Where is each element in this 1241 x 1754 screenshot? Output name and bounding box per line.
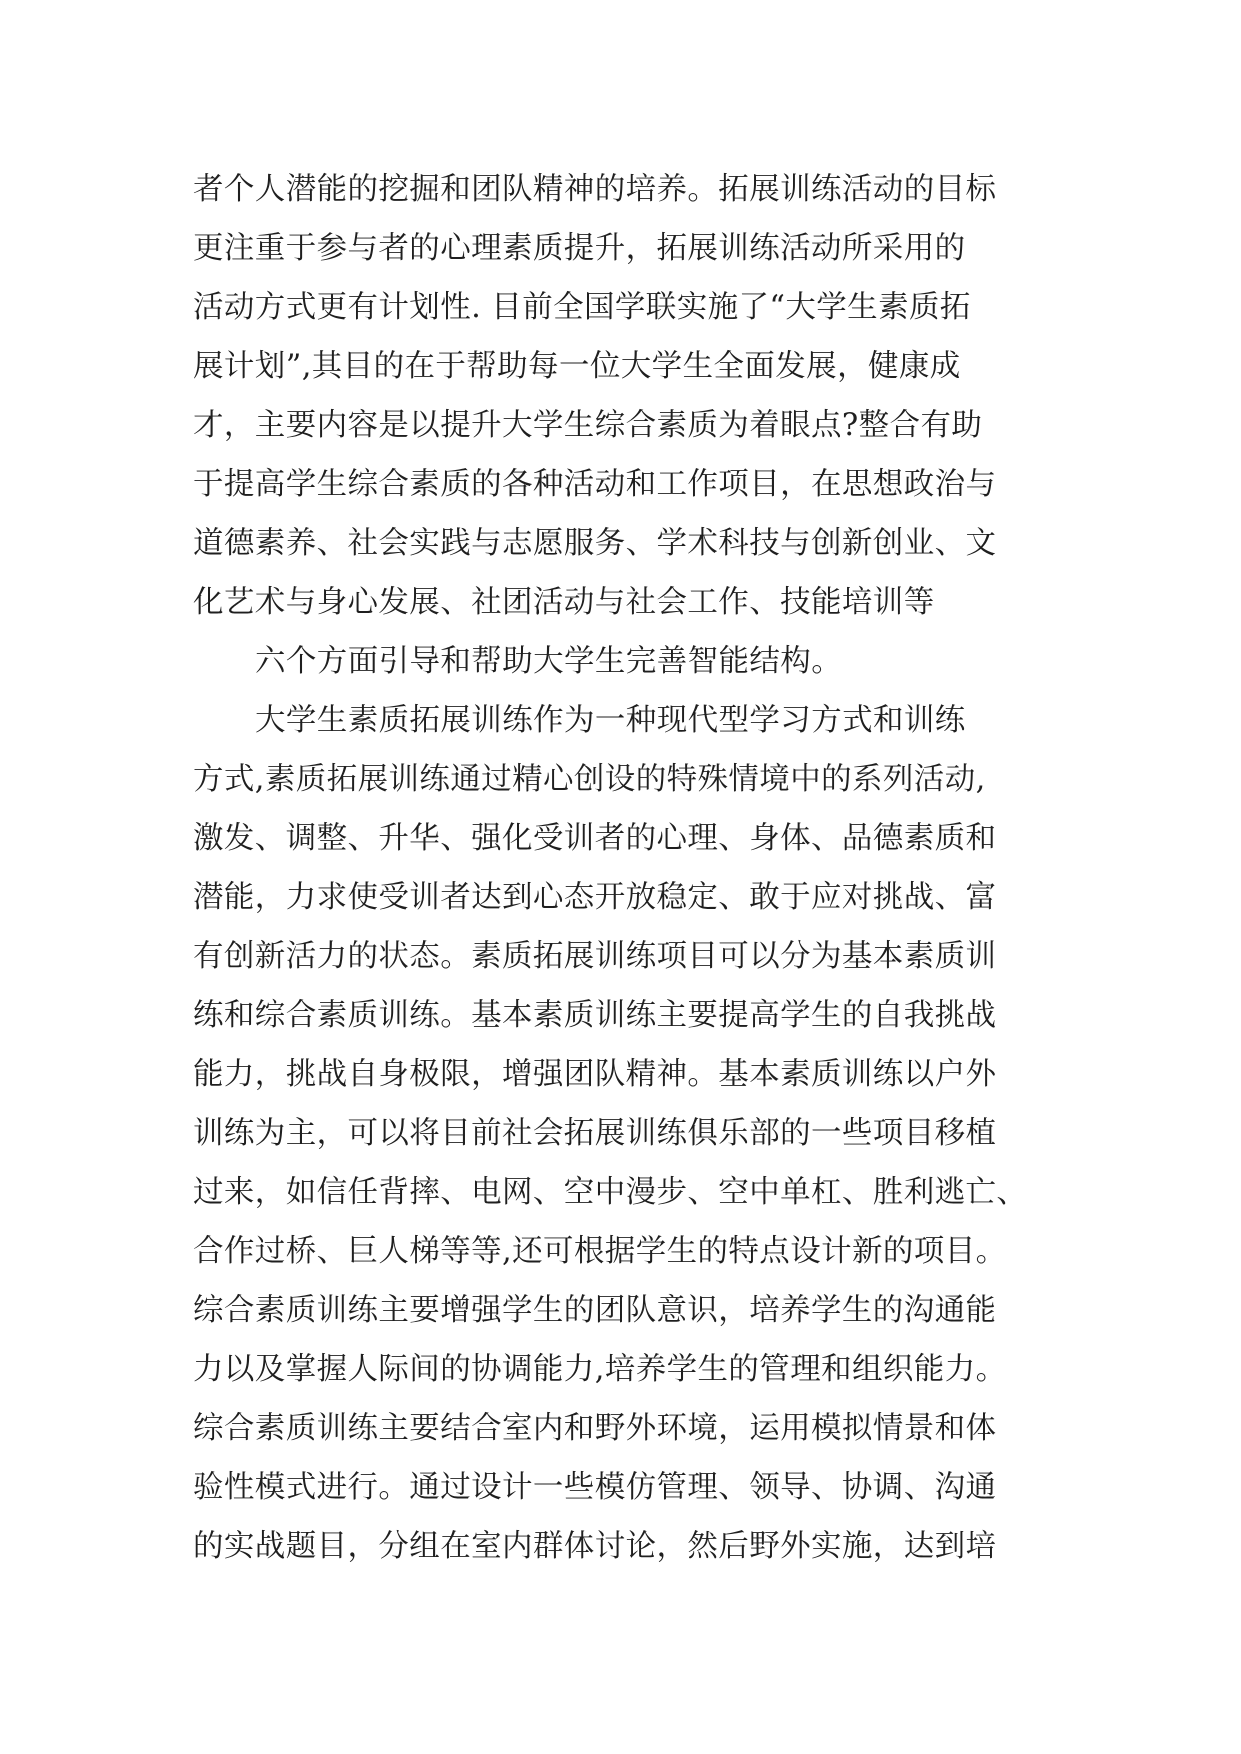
text-line: 训练为主，可以将目前社会拓展训练俱乐部的一些项目移植 <box>193 1116 997 1151</box>
text-line: 化艺术与身心发展、社团活动与社会工作、技能培训等 <box>193 585 935 620</box>
text-line: 者个人潜能的挖掘和团队精神的培养。拓展训练活动的目标 <box>193 172 997 207</box>
text-line: 综合素质训练主要增强学生的团队意识，培养学生的沟通能 <box>193 1293 997 1328</box>
text-line: 六个方面引导和帮助大学生完善智能结构。 <box>255 644 843 679</box>
text-line: 才，主要内容是以提升大学生综合素质为着眼点?整合有助 <box>193 408 983 443</box>
text-line: 潜能，力求使受训者达到心态开放稳定、敢于应对挑战、富 <box>193 880 997 915</box>
text-line: 方式,素质拓展训练通过精心创设的特殊情境中的系列活动, <box>193 762 986 797</box>
text-line: 道德素养、社会实践与志愿服务、学术科技与创新创业、文 <box>193 526 997 561</box>
text-line: 活动方式更有计划性. 目前全国学联实施了“大学生素质拓 <box>193 290 971 325</box>
text-line: 合作过桥、巨人梯等等,还可根据学生的特点设计新的项目。 <box>193 1234 1007 1269</box>
text-line: 大学生素质拓展训练作为一种现代型学习方式和训练 <box>255 703 966 738</box>
text-line: 验性模式进行。通过设计一些模仿管理、领导、协调、沟通 <box>193 1470 997 1505</box>
text-line: 练和综合素质训练。基本素质训练主要提高学生的自我挑战 <box>193 998 997 1033</box>
body-text <box>193 160 1063 1576</box>
text-line: 更注重于参与者的心理素质提升，拓展训练活动所采用的 <box>193 231 966 266</box>
text-line: 激发、调整、升华、强化受训者的心理、身体、品德素质和 <box>193 821 997 856</box>
text-line: 综合素质训练主要结合室内和野外环境，运用模拟情景和体 <box>193 1411 997 1446</box>
text-line: 的实战题目，分组在室内群体讨论，然后野外实施，达到培 <box>193 1529 997 1564</box>
text-line: 能力，挑战自身极限，增强团队精神。基本素质训练以户外 <box>193 1057 997 1092</box>
text-line: 有创新活力的状态。素质拓展训练项目可以分为基本素质训 <box>193 939 997 974</box>
text-line: 力以及掌握人际间的协调能力,培养学生的管理和组织能力。 <box>193 1352 1007 1387</box>
text-line: 展计划”,其目的在于帮助每一位大学生全面发展，健康成 <box>193 349 961 384</box>
text-line: 于提高学生综合素质的各种活动和工作项目，在思想政治与 <box>193 467 997 502</box>
text-line: 过来，如信任背摔、电网、空中漫步、空中单杠、胜利逃亡、 <box>193 1175 1028 1210</box>
